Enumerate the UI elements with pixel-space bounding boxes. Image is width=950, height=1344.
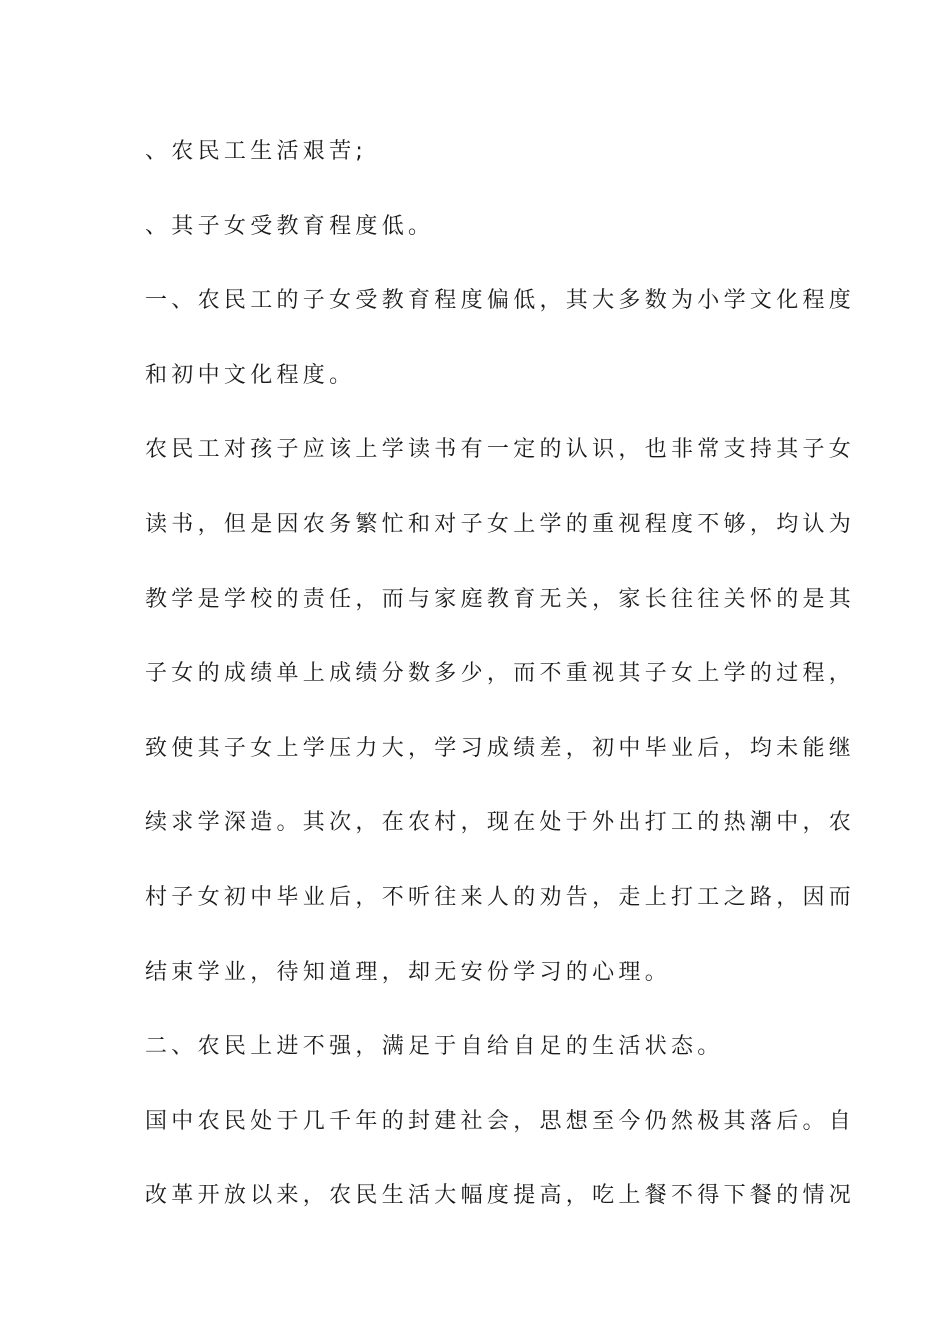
text-line: 致使其子女上学压力大，学习成绩差，初中毕业后，均未能继 [145,735,856,761]
text-line: 农民工对孩子应该上学读书有一定的认识，也非常支持其子女 [145,437,856,463]
text-line: 、农民工生活艰苦; [145,139,368,164]
text-line: 续求学深造。其次，在农村，现在处于外出打工的热潮中，农 [145,810,856,836]
text-line: 子女的成绩单上成绩分数多少，而不重视其子女上学的过程， [145,661,856,687]
text-line: 二、农民上进不强，满足于自给自足的生活状态。 [145,1034,724,1060]
text-line: 教学是学校的责任，而与家庭教育无关，家长往往关怀的是其 [145,586,856,612]
text-line: 改革开放以来，农民生活大幅度提高，吃上餐不得下餐的情况 [145,1183,856,1209]
text-line: 和初中文化程度。 [145,362,356,388]
text-line: 国中农民处于几千年的封建社会，思想至今仍然极其落后。自 [145,1108,856,1134]
text-line: 村子女初中毕业后，不听往来人的劝告，走上打工之路，因而 [145,884,856,910]
text-line: 、其子女受教育程度低。 [145,213,435,239]
text-line: 结束学业，待知道理，却无安份学习的心理。 [145,959,672,985]
text-line: 一、农民工的子女受教育程度偏低，其大多数为小学文化程度 [145,288,856,314]
text-line: 读书，但是因农务繁忙和对子女上学的重视程度不够，均认为 [145,511,856,537]
document-body [145,130,856,1249]
